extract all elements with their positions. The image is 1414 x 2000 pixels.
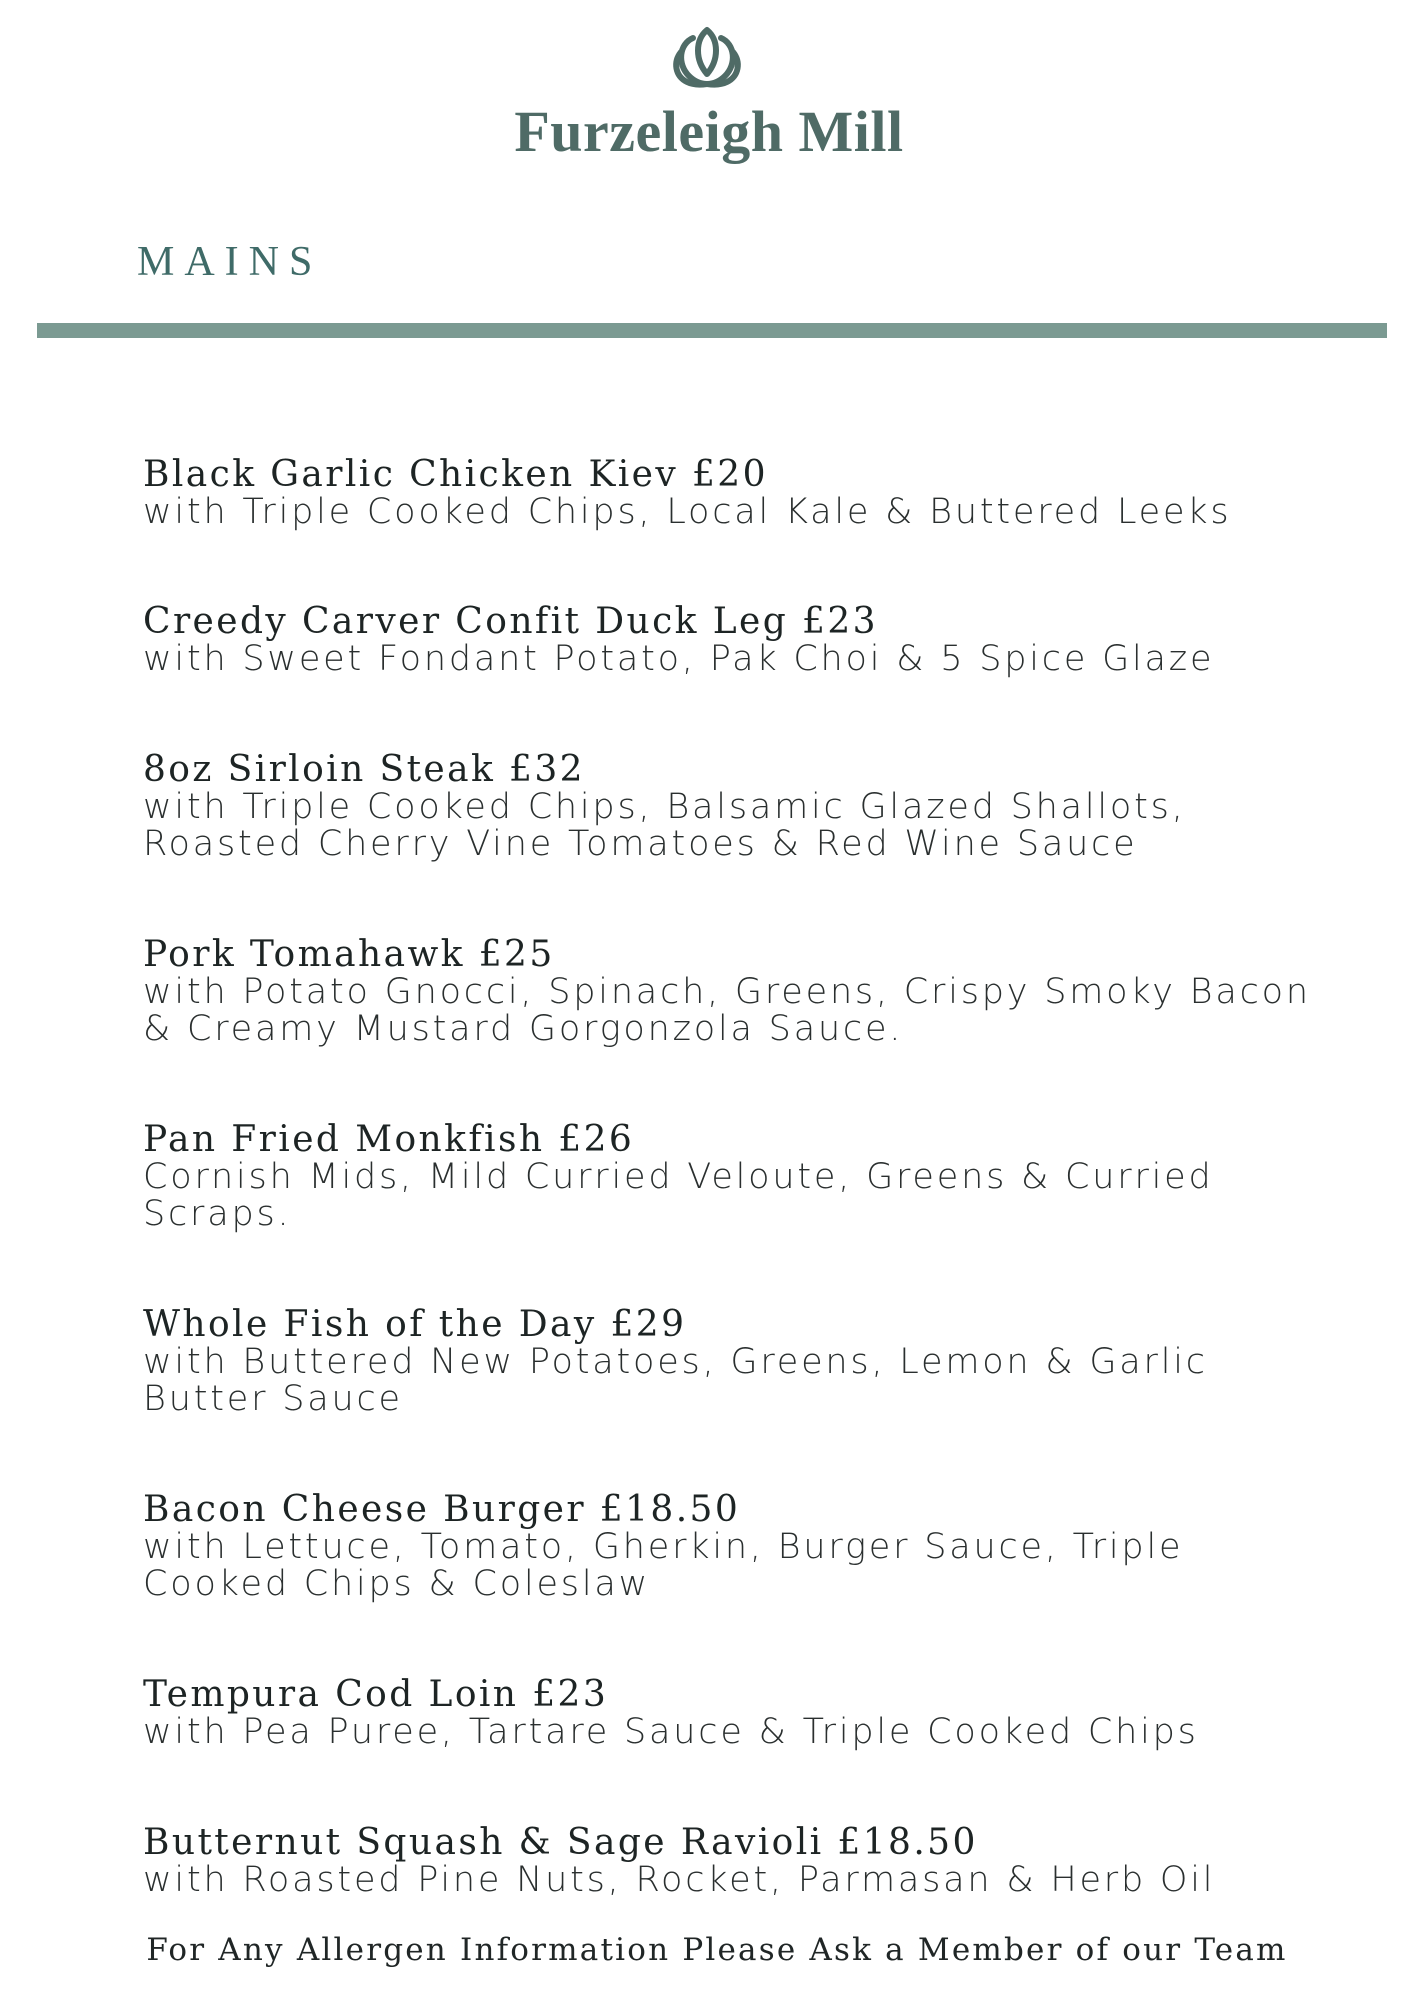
dish-title: Creedy Carver Confit Duck Leg £23 [143, 601, 878, 642]
brand-name: Furzeleigh Mill [514, 99, 904, 164]
dish-title: Pan Fried Monkfish £26 [143, 1119, 635, 1160]
dish-description: with Pea Puree, Tartare Sauce & Triple Cooked Chips [143, 1712, 1199, 1752]
dish-title: Black Garlic Chicken Kiev £20 [143, 454, 768, 495]
menu-item [143, 456, 1323, 531]
menu-item [143, 751, 1323, 863]
menu-item [143, 1824, 1323, 1899]
menu-list [143, 456, 1323, 1899]
menu-item [143, 1491, 1323, 1603]
dish-description: with Lettuce, Tomato, Gherkin, Burger Sauce, Triple Cooked Chips & Coleslaw [143, 1527, 1184, 1604]
dish-title: Pork Tomahawk £25 [143, 934, 555, 975]
dish-description: with Triple Cooked Chips, Local Kale & Buttered Leeks [143, 492, 1232, 532]
dish-title: Whole Fish of the Day £29 [143, 1304, 687, 1345]
lotus-icon [665, 18, 749, 92]
dish-description: with Potato Gnocci, Spinach, Greens, Crispy Smoky Bacon & Creamy Mustard Gorgonzola Sauce. [143, 972, 1311, 1049]
dish-description: Cornish Mids, Mild Curried Veloute, Greens & Curried Scraps. [143, 1157, 1214, 1234]
dish-description: with Roasted Pine Nuts, Rocket, Parmasan & Herb Oil [143, 1860, 1216, 1900]
menu-item [143, 1676, 1323, 1751]
dish-title: Bacon Cheese Burger £18.50 [143, 1489, 741, 1530]
dish-description: with Sweet Fondant Potato, Pak Choi & 5 Spice Glaze [143, 639, 1215, 679]
menu-item [143, 1306, 1323, 1418]
allergen-note: For Any Allergen Information Please Ask a Member of our Team [146, 1932, 1288, 1968]
dish-title: Tempura Cod Loin £23 [143, 1674, 609, 1715]
menu-item [143, 936, 1323, 1048]
dish-title: 8oz Sirloin Steak £32 [143, 749, 585, 790]
menu-item [143, 603, 1323, 678]
section-title: MAINS [137, 239, 323, 285]
dish-description: with Triple Cooked Chips, Balsamic Glazed Shallots, Roasted Cherry Vine Tomatoes & Red Wine Sauce [143, 787, 1186, 864]
dish-title: Butternut Squash & Sage Ravioli £18.50 [143, 1822, 978, 1863]
section-divider [37, 323, 1387, 338]
brand-logo [0, 18, 1414, 164]
dish-description: with Buttered New Potatoes, Greens, Lemon & Garlic Butter Sauce [143, 1342, 1208, 1419]
menu-item [143, 1121, 1323, 1233]
